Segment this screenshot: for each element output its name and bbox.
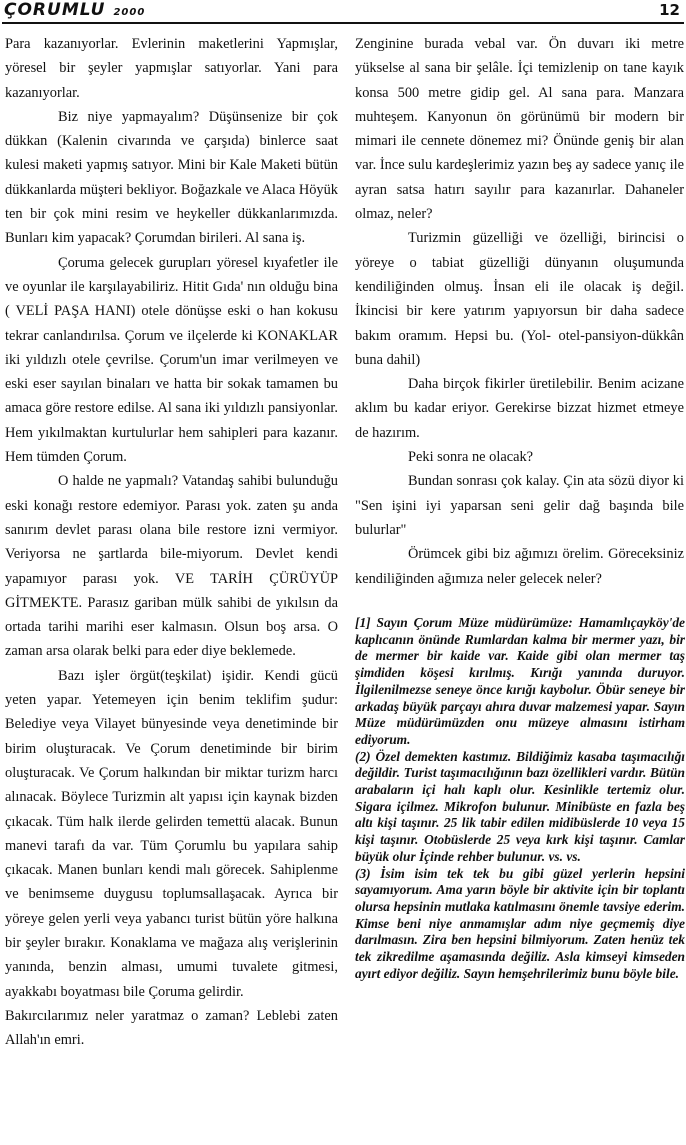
masthead-year: 2000	[113, 7, 146, 18]
right-column	[355, 32, 684, 591]
paragraph: Çoruma gelecek gurupları yöresel kıyafetler ile ve oyunlar ile karşılayabiliriz. Hitit Gıda' nın olduğu bina ( VELİ PAŞA HANI) otele dönüşse eski o han kokusu tekrar canlandırılsa. Çorum ve ilçelerde ki KONAKLAR iki yıldızlı otele çevrilse. Çorum'un imar verilmeyen ve eski eser sayılan binaları ve hatta bir sokak tamamen bu amaca göre restore edilse. Al sana iki yıldızlı pansiyonlar. Hem yıkılmaktan kurtulurlar hem sahipleri para kazanır. Hem tümden Çorum.	[5, 254, 338, 466]
page-number: 12	[659, 1, 680, 19]
footnotes	[355, 615, 685, 982]
paragraph: Peki sonra ne olacak?	[408, 449, 534, 466]
paragraph: Daha birçok fikirler üretilebilir. Benim acizane aklım bu kadar eriyor. Gerekirse bizzat hizmet etmeye de hazırım.	[355, 376, 684, 441]
footnote: [1] Sayın Çorum Müze müdürümüze: Hamamlıçayköy'de kaplıcanın önünde Rumlardan kalma bir mermer yazı, bir de mermer bir kaide var. Kaide gibi olan mermer taş şimdiden köşesi kırılmış. Kırığı yanında duruyor. İlgilenilmezse seneye önce kırığı kaybolur. Öbür seneye bir arkadaş büyük parçayı ahıra duvar malzemesi yapar. Sayın Müze müdürümüzden onu müzeye almasını istirham ediyorum.	[355, 615, 685, 747]
paragraph: Turizmin güzelliği ve özelliği, birincisi o yöreye o tabiat güzelliği dünyanın oluşumunda kendiliğinden olmuş. İnsan eli ile olacak iş değil. İkincisi bir kere yatırım yapıyorsun bir daha sadece bakım oramım. Hepsi bu. (Yol- otel-pansiyon-dükkân buna dahil)	[355, 230, 684, 368]
paragraph: Bundan sonrası çok kalay. Çin ata sözü diyor ki "Sen işini iyi yaparsan seni gelir dağ başında bile bulurlar"	[355, 473, 684, 538]
footnote: (2) Özel demekten kastımız. Bildiğimiz kasaba taşımacılığı değildir. Turist taşımacılığının bazı özellikleri vardır. Bütün arabaların içi halı kaplı olur. Kesinlikle tertemiz olur. Sigara içilmez. Mikrofon bulunur. Minibüste en fazla beş altı kişi taşınır. 25 lik tabir edilen midibüslerde 10 veya 15 kişi taşınır. Otobüslerde 25 veya kırk kişi taşınır. Camlar büyük olur İçinde rehber bulunur. vs. vs.	[355, 748, 685, 864]
masthead	[4, 0, 145, 20]
masthead-title: ÇORUMLU	[4, 0, 106, 20]
paragraph: Bazı işler örgüt(teşkilat) işidir. Kendi gücü yeten yapar. Yetemeyen için benim teklifim şudur: Belediye veya Vilayet bünyesinde veya denetiminde bir birim oluşturacak. Ve Çorum denetiminde bir birim oluşturacak. Ve Çorum halkından bir miktar turizm harcı alınacak. Böylece Turizmin alt yapısı için kaynak bizden çıkacak. Tüm halk ilerde gelirden temettü alacak. Bunun manevi tarafı da var. Tüm Çorumlu bu yapılara sahip çıkacak. Manen bunları kendi malı görecek. Sahiplenme ve benimseme duygusu toplumsallaşacak. Ayrıca bir yöreye gelen yerli veya yabancı turist bütün yöre halkına bir şeyler bırakır. Konaklama ve mağaza alış verişlerinin yanında, benzin alması, umumi tuvalete gitmesi, ayakkabı boyatması bile Çoruma gelirdir.	[5, 667, 338, 1000]
footnote: (3) İsim isim tek tek bu gibi güzel yerlerin hepsini sayamıyorum. Ama yarın böyle bir aktivite için bir toplantı olursa hepsinin mutlaka katılmasını önemle tavsiye ederim. Kimse beni niye anmamışlar adım niye geçmemiş diye darılmasın. Zira ben hepsini bilmiyorum. Zaten henüz tek tek zikredilme aşamasında değiliz. Asla kimseyi kimseden ayırt ediyor değiliz. Sayın hemşehrilerimiz bunu böyle bile.	[355, 865, 685, 981]
left-column	[5, 32, 338, 1052]
paragraph: Para kazanıyorlar. Evlerinin maketlerini Yapmışlar, yöresel bir şeyler yapmışlar satıyorlar. Yani para kazanıyorlar.	[5, 36, 338, 101]
header-rule	[2, 22, 684, 24]
paragraph: Biz niye yapmayalım? Düşünsenize bir çok dükkan (Kalenin civarında ve çarşıda) binlerce saat kulesi maketi yapmış satıyor. Mini bir Kale Maketi bütün dükkanlarda müşteri bekliyor. Boğazkale ve Alaca Höyük ten bir çok mini resim ve heykeller dükkanlarımızda. Bunları kim yapacak? Çorumdan birileri. Al sana iş.	[5, 108, 338, 247]
paragraph: Bakırcılarımız neler yaratmaz o zaman? Leblebi zaten Allah'ın emri.	[5, 1007, 338, 1049]
page-header	[0, 0, 686, 22]
paragraph: Örümcek gibi biz ağımızı örelim. Göreceksiniz kendiliğinden ağımıza neler gelecek neler?	[355, 546, 684, 587]
paragraph: O halde ne yapmalı? Vatandaş sahibi bulunduğu eski konağı restore edemiyor. Parası yok. zaten şu anda sanırım devlet parası olana bile restore izni vermiyor. Veriyorsa ne şartlarda bile-miyorum. Devlet kendi yapamıyor parası yok. VE TARİH ÇÜRÜYÜP GİTMEKTE. Parasız gariban mülk sahibi de yıkılsın da ortada tarihi marihi eser kalmasın. Olsun boş arsa. O zaman arsa olarak belki para eder diye beklemede.	[5, 473, 338, 660]
paragraph: Zenginine burada vebal var. Ön duvarı iki metre yükselse al sana bir şelâle. İçi temizlenip on tane kayık konsa 500 metre gidip gel. Al sana para. Manzara muhteşem. Kanyonun ön görünümü bir modern bir mimari ile cennete dönemez mi? Önünde geniş bir alan var. İnce sulu kardeşlerimiz yazın beş ay sadece yanıç ile ayran satsa hatırı sayılır para kazanırlar. Dahaneler olmaz, neler?	[355, 36, 684, 223]
